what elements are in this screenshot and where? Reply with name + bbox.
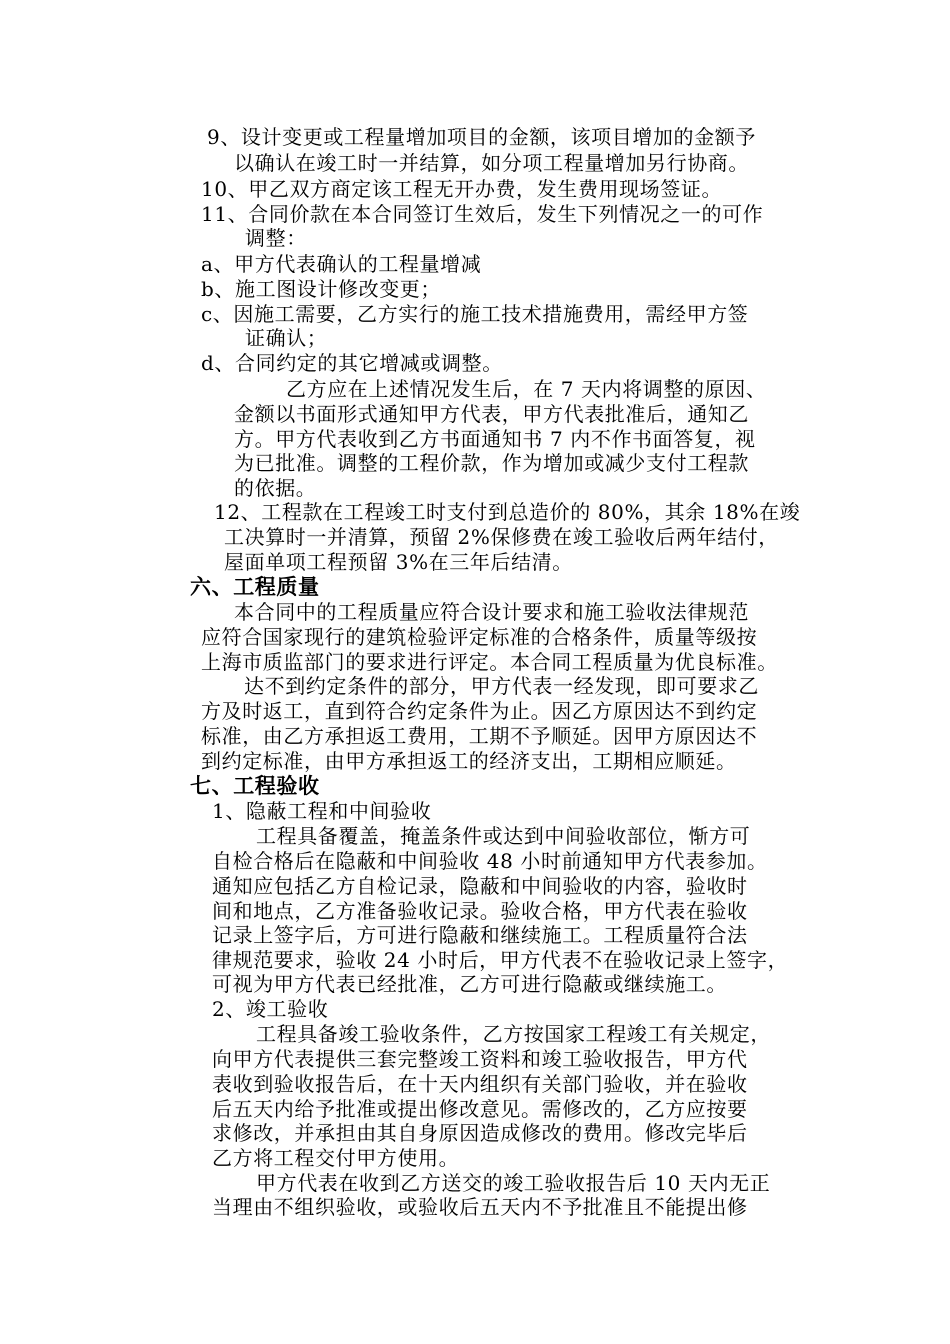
completion-line-4: 后五天内给予批准或提出修改意见。需修改的，乙方应按要 — [212, 1097, 748, 1121]
adjust-line-5: 的依据。 — [234, 476, 317, 500]
completion-line-5: 求修改，并承担由其自身原因造成修改的费用。修改完毕后 — [212, 1121, 748, 1145]
quality-p2-line-4: 到约定标准，由甲方承担返工的经济支出，工期相应顺延。 — [201, 749, 737, 773]
completion-line-3: 表收到验收报告后，在十天内组织有关部门验收，并在验收 — [212, 1072, 748, 1096]
adjust-line-4: 为已批准。调整的工程价款，作为增加或减少支付工程款 — [234, 451, 749, 475]
sub-item-c-line-2: 证确认； — [245, 326, 328, 350]
quality-p1-line-3: 上海市质监部门的要求进行评定。本合同工程质量为优良标准。 — [201, 650, 778, 674]
completion-line-2: 向甲方代表提供三套完整竣工资料和竣工验收报告，甲方代 — [212, 1047, 748, 1071]
completion-line-6: 乙方将工程交付甲方使用。 — [212, 1146, 460, 1170]
item-9-line-1: 9、设计变更或工程量增加项目的金额，该项目增加的金额予 — [207, 125, 756, 149]
subsection-1-title: 1、隐蔽工程和中间验收 — [212, 799, 432, 823]
quality-p2-line-2: 方及时返工，直到符合约定条件为止。因乙方原因达不到约定 — [201, 699, 758, 723]
item-12-line-1: 12、工程款在工程竣工时支付到总造价的 80%，其余 18%在竣 — [214, 500, 801, 524]
item-11-line-2: 调整： — [245, 226, 307, 250]
sub-item-a: a、甲方代表确认的工程量增减 — [201, 252, 482, 276]
hidden-work-line-6: 律规范要求，验收 24 小时后，甲方代表不在验收记录上签字， — [212, 948, 789, 972]
hidden-work-line-7: 可视为甲方代表已经批准，乙方可进行隐蔽或继续施工。 — [212, 972, 727, 996]
quality-p2-line-1: 达不到约定条件的部分，甲方代表一经发现，即可要求乙 — [244, 674, 759, 698]
item-10: 10、甲乙双方商定该工程无开办费，发生费用现场签证。 — [201, 177, 723, 201]
hidden-work-line-4: 间和地点，乙方准备验收记录。验收合格，甲方代表在验收 — [212, 899, 748, 923]
hidden-work-line-3: 通知应包括乙方自检记录，隐蔽和中间验收的内容，验收时 — [212, 874, 748, 898]
item-9-line-2: 以确认在竣工时一并结算，如分项工程量增加另行协商。 — [234, 151, 749, 175]
subsection-2-title: 2、竣工验收 — [212, 997, 329, 1021]
section-7-heading: 七、工程验收 — [190, 774, 320, 798]
quality-p1-line-1: 本合同中的工程质量应符合设计要求和施工验收法律规范 — [234, 600, 749, 624]
completion-line-1: 工程具备竣工验收条件，乙方按国家工程竣工有关规定， — [256, 1022, 771, 1046]
completion-p2-line-2: 当理由不组织验收，或验收后五天内不予批准且不能提出修 — [212, 1195, 748, 1219]
item-11-line-1: 11、合同价款在本合同签订生效后，发生下列情况之一的可作 — [201, 202, 764, 226]
adjust-line-1: 乙方应在上述情况发生后，在 7 天内将调整的原因、 — [286, 377, 767, 401]
adjust-line-3: 方。甲方代表收到乙方书面通知书 7 内不作书面答复，视 — [234, 427, 756, 451]
sub-item-d: d、合同约定的其它增减或调整。 — [201, 351, 503, 375]
hidden-work-line-2: 自检合格后在隐蔽和中间验收 48 小时前通知甲方代表参加。 — [212, 849, 768, 873]
item-12-line-2: 工决算时一并清算，预留 2%保修费在竣工验收后两年结付， — [224, 525, 779, 549]
section-6-heading: 六、工程质量 — [190, 575, 320, 599]
completion-p2-line-1: 甲方代表在收到乙方送交的竣工验收报告后 10 天内无正 — [256, 1171, 771, 1195]
hidden-work-line-5: 记录上签字后，方可进行隐蔽和继续施工。工程质量符合法 — [212, 923, 748, 947]
sub-item-c-line-1: c、因施工需要，乙方实行的施工技术措施费用，需经甲方签 — [201, 302, 749, 326]
sub-item-b: b、施工图设计修改变更； — [201, 277, 442, 301]
item-12-line-3: 屋面单项工程预留 3%在三年后结清。 — [224, 550, 573, 574]
quality-p2-line-3: 标准，由乙方承担返工费用，工期不予顺延。因甲方原因达不 — [201, 724, 758, 748]
quality-p1-line-2: 应符合国家现行的建筑检验评定标准的合格条件，质量等级按 — [201, 625, 758, 649]
hidden-work-line-1: 工程具备覆盖，掩盖条件或达到中间验收部位，惭方可 — [256, 824, 751, 848]
adjust-line-2: 金额以书面形式通知甲方代表，甲方代表批准后，通知乙 — [234, 402, 749, 426]
